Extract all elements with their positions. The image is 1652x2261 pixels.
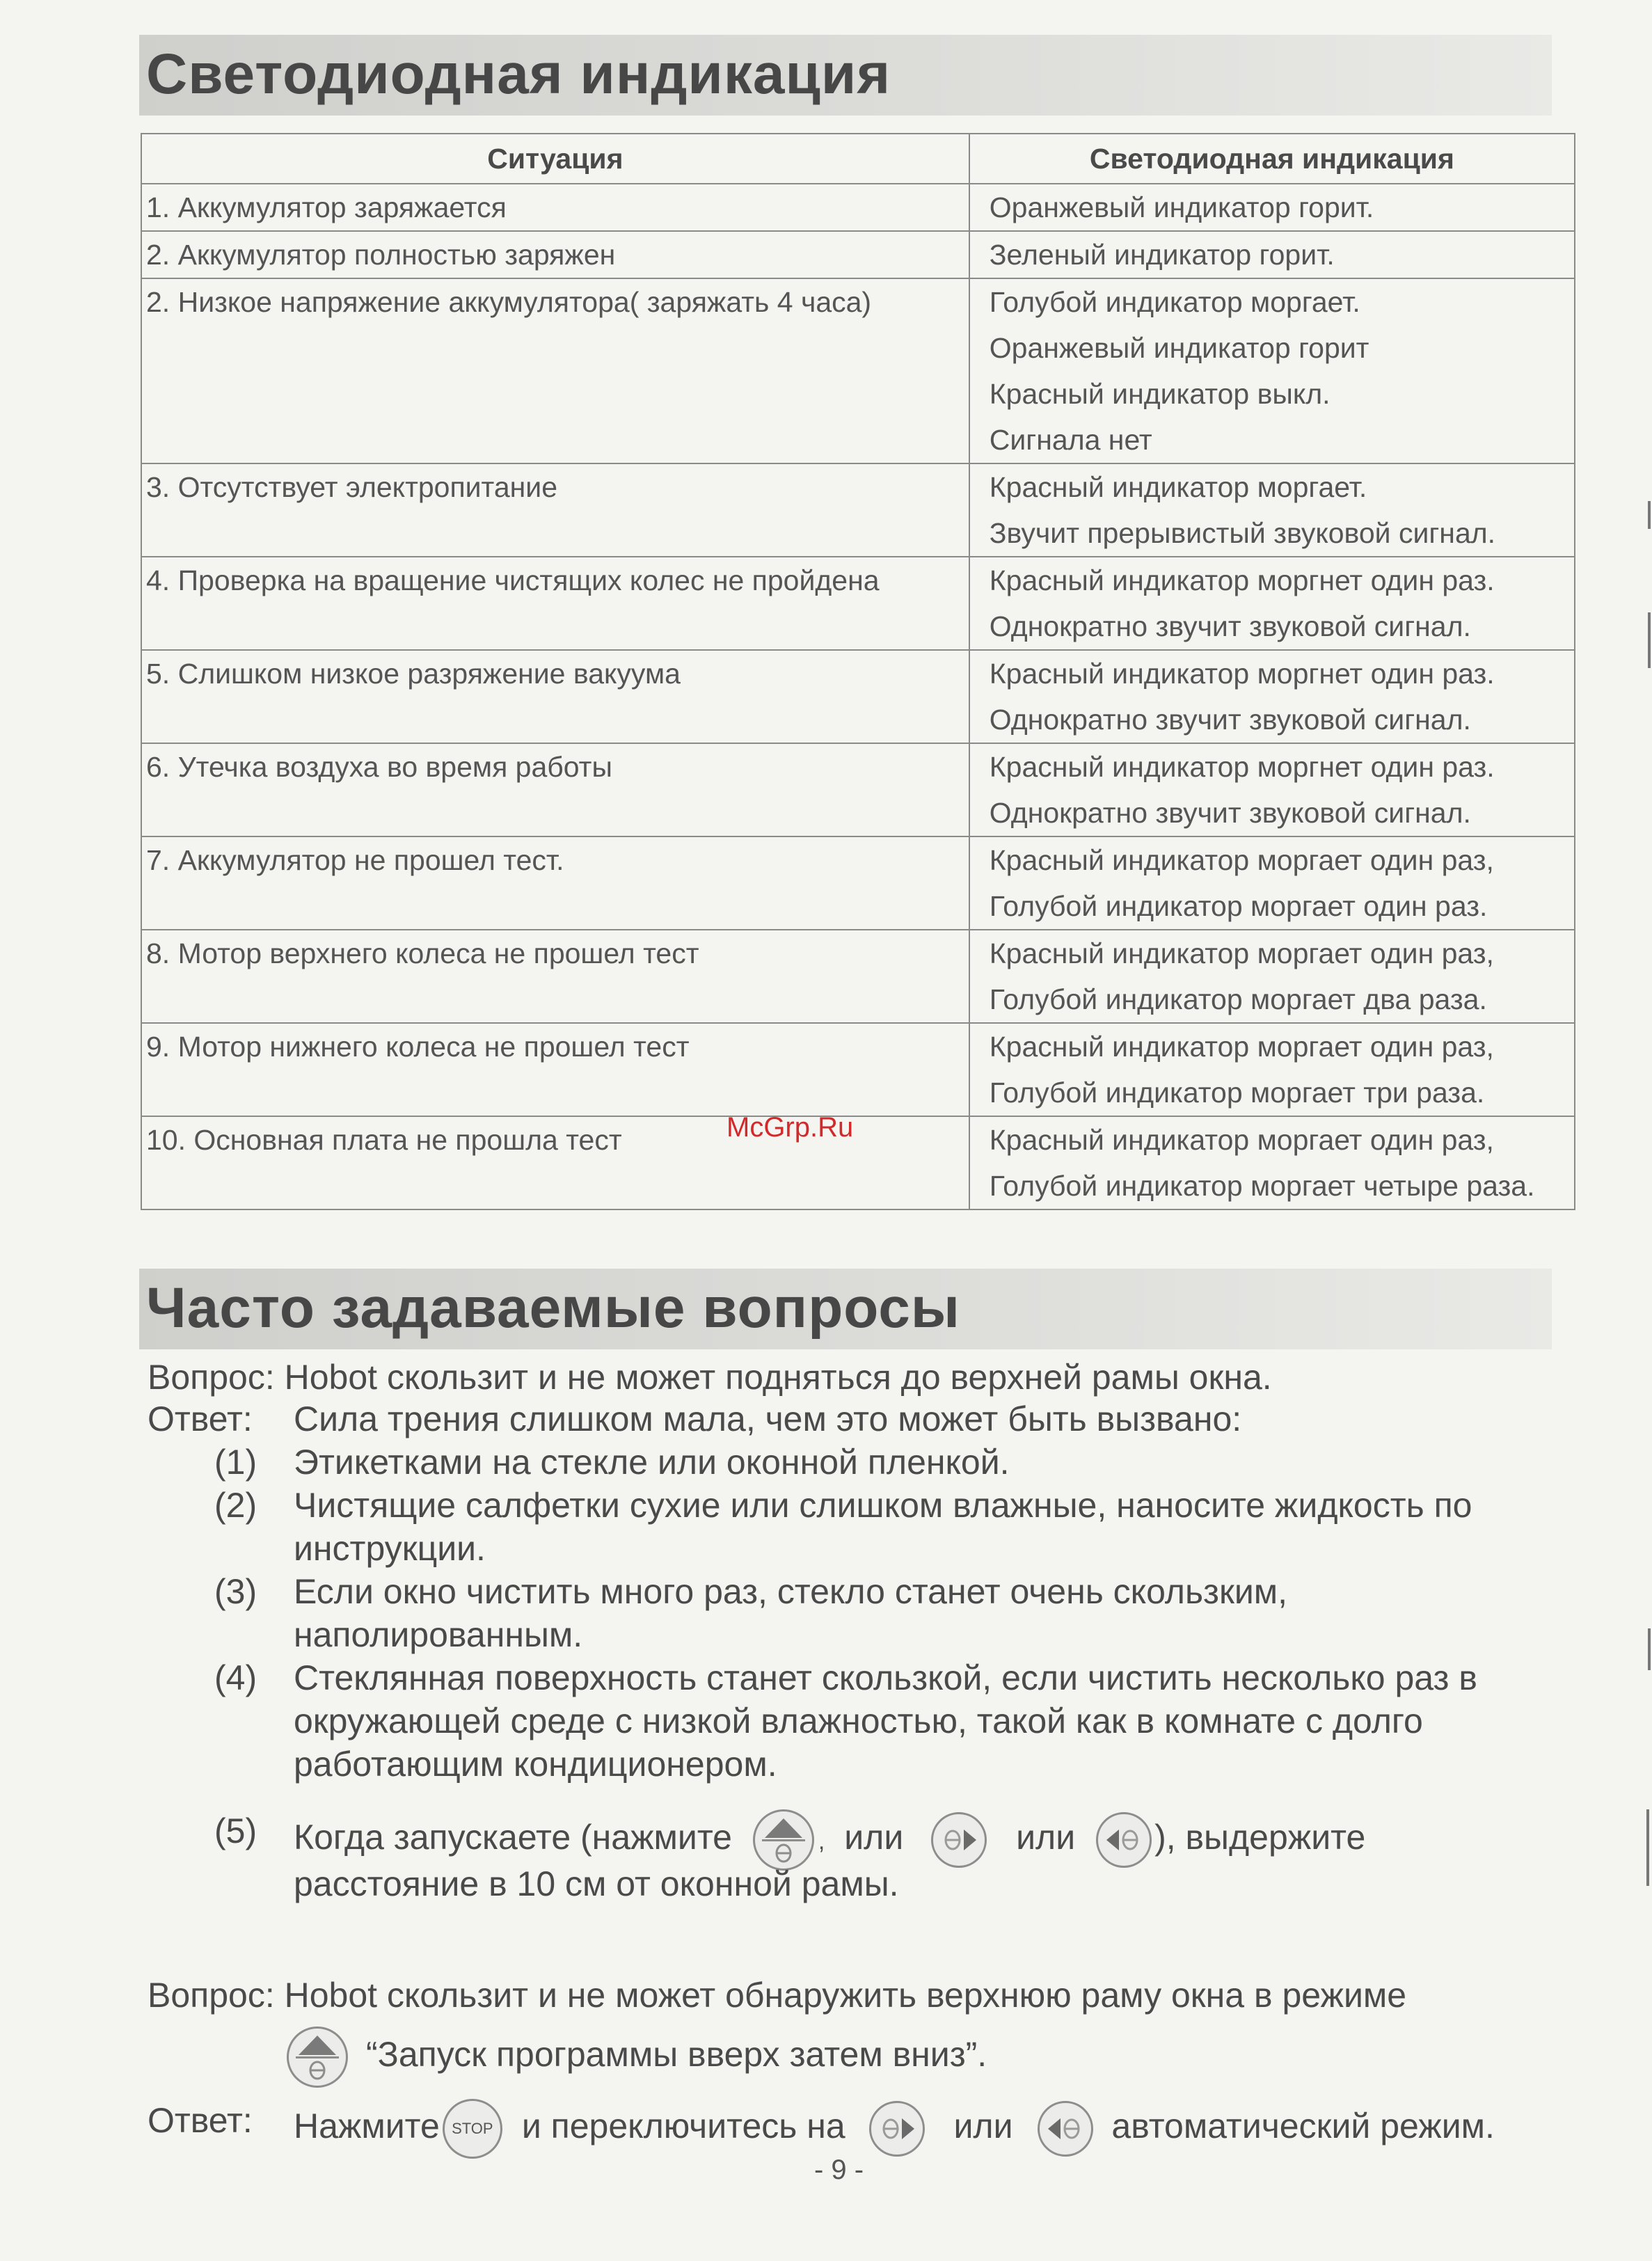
situation-cell [141, 930, 969, 1023]
situation-cell [141, 743, 969, 836]
situation-cell [141, 557, 969, 650]
or-text: или [1016, 1818, 1076, 1857]
situation-text: 1. Аккумулятор заряжается [146, 191, 507, 223]
table-row [141, 184, 1575, 231]
list-item-5-line-1 [294, 1809, 1365, 1871]
indication-column-header: Светодиодная индикация [969, 134, 1575, 184]
faq-section-title: Часто задаваемые вопросы [146, 1276, 960, 1340]
table-row [141, 278, 1575, 463]
table-header-row [141, 134, 1575, 184]
led-section-title: Светодиодная индикация [146, 42, 891, 106]
situation-cell [141, 1023, 969, 1116]
indication-line: Сигнала нет [989, 424, 1152, 456]
table-row [141, 463, 1575, 557]
comma: , [818, 1828, 825, 1855]
list-item-text: Этикетками на стекле или оконной пленкой. [294, 1443, 1010, 1482]
indication-line: Красный индикатор моргает один раз, [989, 844, 1494, 876]
indication-line: Оранжевый индикатор горит [989, 332, 1369, 364]
indication-line: Оранжевый индикатор горит. [989, 191, 1374, 223]
indication-line: Однократно звучит звуковой сигнал. [989, 797, 1471, 829]
indication-cell [969, 184, 1575, 231]
scan-edge-mark [1648, 501, 1651, 529]
indication-cell [969, 930, 1575, 1023]
situation-text: 7. Аккумулятор не прошел тест. [146, 844, 564, 876]
list-item-text: инструкции. [294, 1529, 486, 1568]
faq-question-2: Вопрос: Hobot скользит и не может обнаружить верхнюю раму окна в режиме [148, 1976, 1407, 2015]
situation-cell [141, 463, 969, 557]
table-row [141, 1023, 1575, 1116]
situation-column-header: Ситуация [141, 134, 969, 184]
indication-line: Однократно звучит звуковой сигнал. [989, 704, 1471, 736]
watermark: McGrp.Ru [726, 1112, 854, 1143]
list-item-text: работающим кондиционером. [294, 1745, 777, 1784]
stop-button-icon [443, 2099, 502, 2159]
list-item-text: Чистящие салфетки сухие или слишком влажные, наносите жидкость по [294, 1486, 1472, 1525]
list-item-text: наполированным. [294, 1615, 583, 1654]
faq-answer-2 [294, 2099, 1495, 2159]
item5-text-end: ), выдержите [1154, 1818, 1366, 1857]
faq-question-1: Вопрос: Hobot скользит и не может подняться до верхней рамы окна. [148, 1358, 1272, 1397]
indication-line: Голубой индикатор моргает один раз. [989, 890, 1488, 922]
mode-name: “Запуск программы вверх затем вниз”. [366, 2035, 987, 2074]
indication-line: Однократно звучит звуковой сигнал. [989, 610, 1471, 642]
indication-cell [969, 557, 1575, 650]
indication-line: Красный индикатор моргает. [989, 471, 1367, 503]
situation-text: 10. Основная плата не прошла тест [146, 1124, 622, 1156]
up-then-down-button-icon [753, 1809, 814, 1871]
situation-text: 8. Мотор верхнего колеса не прошел тест [146, 937, 699, 969]
stop-label: STOP [452, 2120, 493, 2137]
auto-mode-text: автоматический режим. [1111, 2107, 1495, 2146]
indication-cell [969, 278, 1575, 463]
indication-line: Красный индикатор моргает один раз, [989, 1031, 1494, 1063]
table-row [141, 557, 1575, 650]
list-item-number: (1) [214, 1443, 257, 1482]
left-mode-button-icon [1038, 2101, 1093, 2157]
indication-line: Красный индикатор моргнет один раз. [989, 658, 1495, 690]
or-text: или [953, 2107, 1013, 2146]
situation-text: 6. Утечка воздуха во время работы [146, 751, 612, 783]
list-item-number: (5) [214, 1811, 257, 1850]
press-text: Нажмите [294, 2107, 440, 2146]
situation-text: 2. Аккумулятор полностью заряжен [146, 239, 616, 271]
situation-text: 5. Слишком низкое разряжение вакуума [146, 658, 681, 690]
situation-cell [141, 231, 969, 278]
list-item-number: (2) [214, 1486, 257, 1525]
indication-line: Красный индикатор моргнет один раз. [989, 751, 1495, 783]
situation-cell [141, 184, 969, 231]
indication-line: Звучит прерывистый звуковой сигнал. [989, 517, 1496, 549]
indication-line: Зеленый индикатор горит. [989, 239, 1335, 271]
indication-cell [969, 463, 1575, 557]
list-item-text: Стеклянная поверхность станет скользкой, если чистить несколько раз в [294, 1658, 1477, 1697]
scan-edge-mark [1646, 1809, 1649, 1886]
item5-text-start: Когда запускаете (нажмите [294, 1818, 732, 1857]
faq-answer-label-2: Ответ: [148, 2101, 253, 2140]
or-text: или [844, 1818, 904, 1857]
table-row [141, 650, 1575, 743]
situation-cell [141, 836, 969, 930]
table-row [141, 930, 1575, 1023]
indication-line: Голубой индикатор моргает три раза. [989, 1077, 1485, 1109]
situation-text: 9. Мотор нижнего колеса не прошел тест [146, 1031, 690, 1063]
situation-cell [141, 650, 969, 743]
indication-cell [969, 1116, 1575, 1209]
right-mode-button-icon [931, 1812, 987, 1868]
scan-edge-mark [1648, 612, 1651, 668]
faq-question-2-mode-line [287, 2026, 987, 2088]
indication-line: Голубой индикатор моргает четыре раза. [989, 1170, 1535, 1202]
faq-answer-1: Сила трения слишком мала, чем это может быть вызвано: [294, 1399, 1242, 1438]
list-item-number: (4) [214, 1658, 257, 1697]
list-item-text: Если окно чистить много раз, стекло станет очень скользким, [294, 1572, 1288, 1611]
situation-text: 2. Низкое напряжение аккумулятора( заряжать 4 часа) [146, 286, 872, 318]
list-item-text: окружающей среде с низкой влажностью, такой как в комнате с долго [294, 1701, 1423, 1740]
scan-edge-mark [1648, 1628, 1651, 1670]
page-number: - 9 - [814, 2155, 864, 2185]
table-row [141, 1116, 1575, 1209]
situation-text: 4. Проверка на вращение чистящих колес не пройдена [146, 564, 880, 596]
situation-cell [141, 278, 969, 463]
faq-answer-label-1: Ответ: [148, 1399, 253, 1438]
switch-text: и переключитесь на [521, 2107, 845, 2146]
left-mode-button-icon [1096, 1812, 1152, 1868]
indication-cell [969, 1023, 1575, 1116]
list-item-5-line-2: расстояние в 10 см от оконной рамы. [294, 1864, 899, 1903]
indication-line: Красный индикатор моргает один раз, [989, 1124, 1494, 1156]
up-then-down-button-icon [287, 2026, 348, 2088]
table-row [141, 743, 1575, 836]
list-item-number: (3) [214, 1572, 257, 1611]
indication-cell [969, 743, 1575, 836]
led-indication-table [141, 133, 1575, 1210]
indication-line: Голубой индикатор моргает два раза. [989, 983, 1487, 1015]
indication-cell [969, 650, 1575, 743]
indication-line: Красный индикатор моргает один раз, [989, 937, 1494, 969]
right-mode-button-icon [869, 2101, 925, 2157]
table-row [141, 836, 1575, 930]
indication-line: Красный индикатор выкл. [989, 378, 1331, 410]
table-row [141, 231, 1575, 278]
situation-text: 3. Отсутствует электропитание [146, 471, 558, 503]
indication-cell [969, 231, 1575, 278]
indication-line: Красный индикатор моргнет один раз. [989, 564, 1495, 596]
indication-line: Голубой индикатор моргает. [989, 286, 1360, 318]
indication-cell [969, 836, 1575, 930]
